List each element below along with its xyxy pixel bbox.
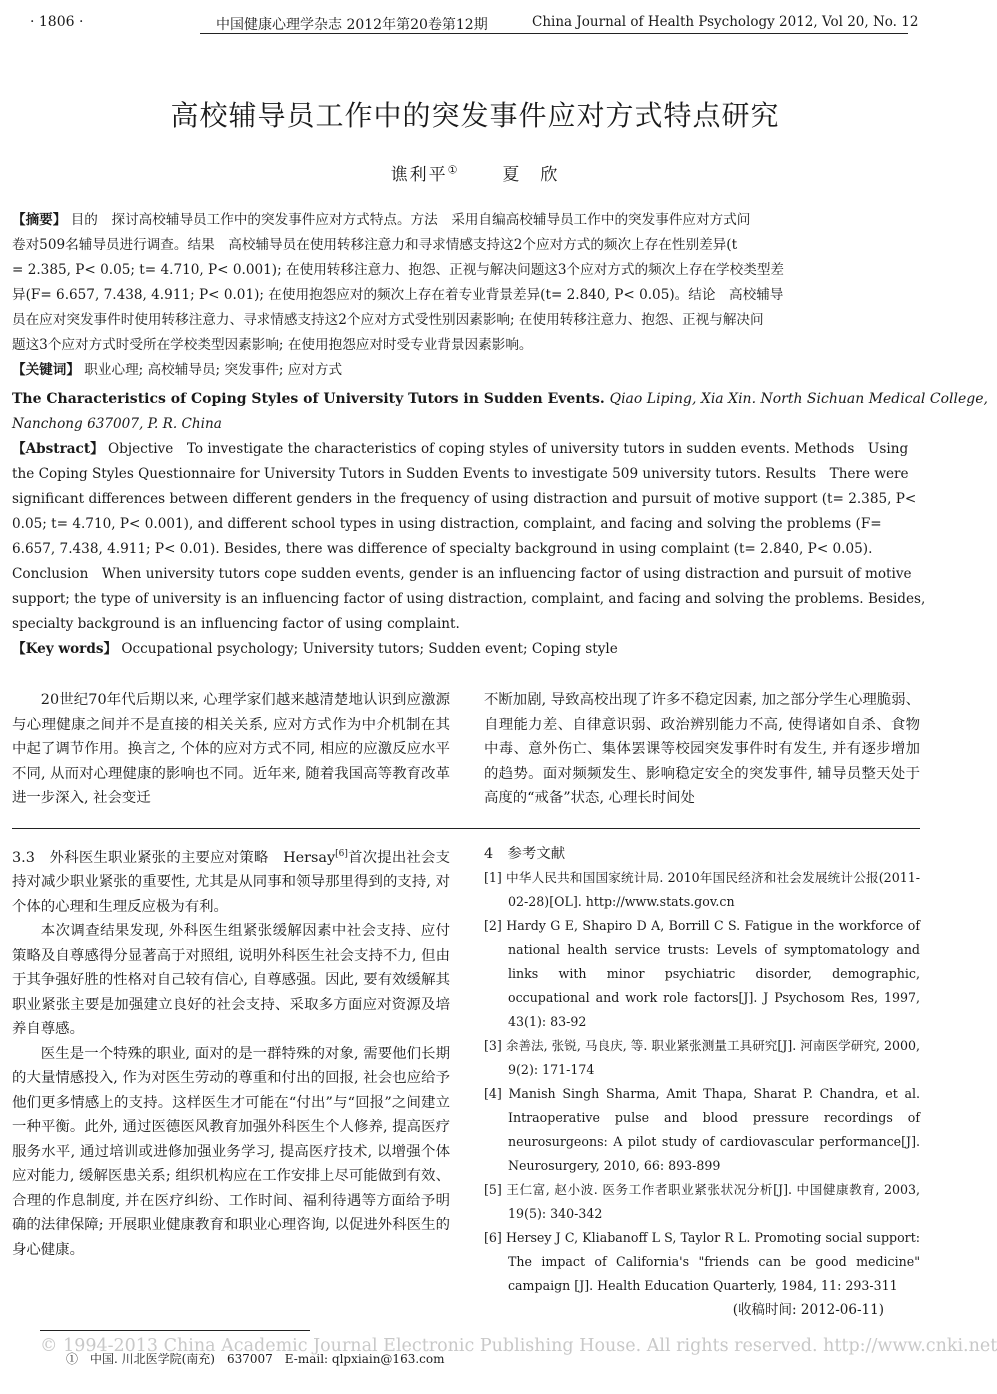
abstract-cn-label: 【摘要】	[12, 212, 67, 228]
keywords-cn-label: 【关键词】	[12, 362, 80, 378]
english-address: Nanchong 637007, P. R. China	[12, 416, 222, 432]
intro-paragraph: 不断加剧, 导致高校出现了许多不稳定因素, 加之部分学生心理脆弱、自理能力差、自律意识弱、政治辨别能力不高, 使得诸如自杀、食物中毒、意外伤亡、集体罢课等校园突发事件时有发生, 并有逐步增加的趋势。面对频频发生、影响稳定安全的突发事件, 辅导员整天处于高度的“戒备”状态, 心理长时间处	[484, 692, 920, 806]
journal-name-cn: 中国健康心理学杂志 2012年第20卷第12期	[216, 17, 488, 33]
english-abstract	[12, 387, 988, 662]
section-heading: 3.3 外科医生职业紧张的主要应对策略 Hersay	[12, 849, 336, 866]
reference-item: [6] Hersey J C, Kliabanoff L S, Taylor R L. Promoting social support: The impact of California's "friends can be good medicine" campaign [J]. Health Education Quarterly, 1984, 11: 293-311	[484, 1230, 920, 1293]
reference-item: [3] 余善法, 张锐, 马良庆, 等. 职业紧张测量工具研究[J]. 河南医学研究, 2000, 9(2): 171-174	[484, 1038, 920, 1077]
abstract-cn-line: 题这3个应对方式时受所在学校类型因素影响; 在使用抱怨应对时受专业背景因素影响。	[12, 337, 533, 353]
section-divider	[12, 828, 920, 829]
author-footnote-mark: ①	[447, 163, 460, 177]
received-date: (收稿时间: 2012-06-11)	[732, 1302, 884, 1318]
author-2: 夏 欣	[502, 165, 560, 185]
section-paragraph: 首次提出社会支持对减少职业紧张的重要性, 尤其是从同事和领导那里得到的支持, 对个体的心理和生理反应极为有利。	[12, 849, 450, 915]
section-paragraph: 本次调查结果发现, 外科医生组紧张缓解因素中社会支持、应付策略及自尊感得分显著高于对照组, 说明外科医生社会支持不力, 但由于其争强好胜的性格对自己较有信心, 自尊感强。因此, 要有效缓解其职业紧张主要是加强建立良好的社会支持、采取多方面应对资源及培养自尊感。	[12, 923, 450, 1038]
article-title: 高校辅导员工作中的突发事件应对方式特点研究	[170, 99, 780, 132]
intro-right-column	[484, 688, 920, 811]
english-abstract-line: the Coping Styles Questionnaire for University Tutors in Sudden Events to investigate 509 university tutors. Results There were	[12, 466, 909, 482]
english-abstract-line: significant differences between different genders in the frequency of using distraction and pursuit of motive support (t= 2.385, P<	[12, 491, 917, 507]
intro-left-column	[12, 688, 450, 811]
abstract-cn-line: 目的 探讨高校辅导员工作中的突发事件应对方式特点。方法 采用自编高校辅导员工作中的突发事件应对方式问	[70, 212, 751, 228]
abstract-cn-line: 卷对509名辅导员进行调查。结果 高校辅导员在使用转移注意力和寻求情感支持这2个应对方式的频次上存在性别差异(t	[12, 237, 738, 253]
english-abstract-line: Conclusion When university tutors cope sudden events, gender is an influencing factor of using distraction and pursuit of motive	[12, 566, 912, 582]
english-title: The Characteristics of Coping Styles of University Tutors in Sudden Events.	[12, 391, 605, 407]
authors	[0, 160, 950, 185]
english-keywords: Occupational psychology; University tutors; Sudden event; Coping style	[121, 641, 618, 657]
author-1: 谯利平	[390, 165, 448, 185]
reference-item: [2] Hardy G E, Shapiro D A, Borrill C S. Fatigue in the workforce of national health service trusts: Levels of symptomatology and links with minor psychiatric disorder, demographic, occupational and work role factors[J]. J Psychosom Res, 1997, 43(1): 83-92	[484, 918, 920, 1029]
abstract-cn-line: = 2.385, P< 0.05; t= 4.710, P< 0.001); 在使用转移注意力、抱怨、正视与解决问题这3个应对方式的频次上存在学校类型差	[12, 262, 785, 278]
abstract-cn-line: 异(F= 6.657, 7.438, 4.911; P< 0.01); 在使用抱怨应对的频次上存在着专业背景差异(t= 2.840, P< 0.05)。结论 高校辅导	[12, 287, 784, 303]
english-abstract-line: Objective To investigate the characteristics of coping styles of university tutors in sudden events. Methods Using	[108, 441, 909, 457]
references-column	[484, 842, 920, 1322]
intro-paragraph: 20世纪70年代后期以来, 心理学家们越来越清楚地认识到应激源与心理健康之间并不是直接的相关关系, 应对方式作为中介机制在其中起了调节作用。换言之, 个体的应对方式不同, 相应的应激反应水平不同, 从而对心理健康的影响也不同。近年来, 随着我国高等教育改革进一步深入, 社会变迁	[12, 692, 450, 806]
journal-name-en: China Journal of Health Psychology 2012, Vol 20, No. 12	[532, 14, 919, 30]
reference-item: [5] 王仁富, 赵小波. 医务工作者职业紧张状况分析[J]. 中国健康教育, 2003, 19(5): 340-342	[484, 1182, 920, 1221]
keywords-cn: 职业心理; 高校辅导员; 突发事件; 应对方式	[84, 362, 343, 378]
english-abstract-line: 0.05; t= 4.710, P< 0.001), and different school types in using distraction, complaint, and facing and solving the problems (F=	[12, 516, 882, 532]
author-footnote: ① 中国. 川北医学院(南充) 637007 E-mail: qlpxiain@163.com	[66, 1352, 445, 1366]
abstract-cn-line: 员在应对突发事件时使用转移注意力、寻求情感支持这2个应对方式受性别因素影响; 在使用转移注意力、抱怨、正视与解决问	[12, 312, 764, 328]
footnote-rule	[40, 1330, 310, 1331]
abstract-cn	[12, 208, 920, 383]
reference-item: [1] 中华人民共和国国家统计局. 2010年国民经济和社会发展统计公报(2011-02-28)[OL]. http://www.stats.gov.cn	[484, 870, 920, 909]
copyright-watermark: © 1994-2013 China Academic Journal Electronic Publishing House. All rights reserved. http://www.cnki.net	[40, 1336, 997, 1356]
references-heading: 4 参考文献	[484, 846, 566, 862]
section-left-column	[12, 842, 450, 1262]
reference-item: [4] Manish Singh Sharma, Amit Thapa, Sharat P. Chandra, et al. Intraoperative pulse and blood pressure recordings of neurosurgeons: A pilot study of cardiovascular performance[J]. Neurosurgery, 2010, 66: 893-899	[484, 1086, 920, 1173]
citation-mark: [6]	[335, 849, 348, 859]
english-abstract-line: support; the type of university is an influencing factor of using distraction, complaint, and facing and solving the problems. Besides,	[12, 591, 926, 607]
english-abstract-label: 【Abstract】	[12, 441, 104, 457]
english-abstract-line: 6.657, 7.438, 4.911; P< 0.01). Besides, there was difference of specialty background in using complaint (t= 2.840, P< 0.05).	[12, 541, 873, 557]
english-authors: Qiao Liping, Xia Xin. North Sichuan Medical College,	[609, 391, 988, 407]
header-rule	[200, 33, 908, 34]
english-keywords-label: 【Key words】	[12, 641, 118, 657]
page-number: · 1806 ·	[30, 14, 84, 30]
section-paragraph: 医生是一个特殊的职业, 面对的是一群特殊的对象, 需要他们长期的大量情感投入, 作为对医生劳动的尊重和付出的回报, 社会也应给予他们更多情感上的支持。这样医生才可能在“付出”与“回报”之间建立一种平衡。此外, 通过医德医风教育加强外科医生个人修养, 提高医疗服务水平, 通过培训或进修加强业务学习, 提高医疗技术, 以增强个体应对能力, 缓解医患关系; 组织机构应在工作安排上尽可能做到有效、合理的作息制度, 并在医疗纠纷、工作时间、福利待遇等方面给予明确的法律保障; 开展职业健康教育和职业心理咨询, 以促进外科医生的身心健康。	[12, 1045, 450, 1258]
english-abstract-line: specialty background is an influencing factor of using complaint.	[12, 616, 460, 632]
